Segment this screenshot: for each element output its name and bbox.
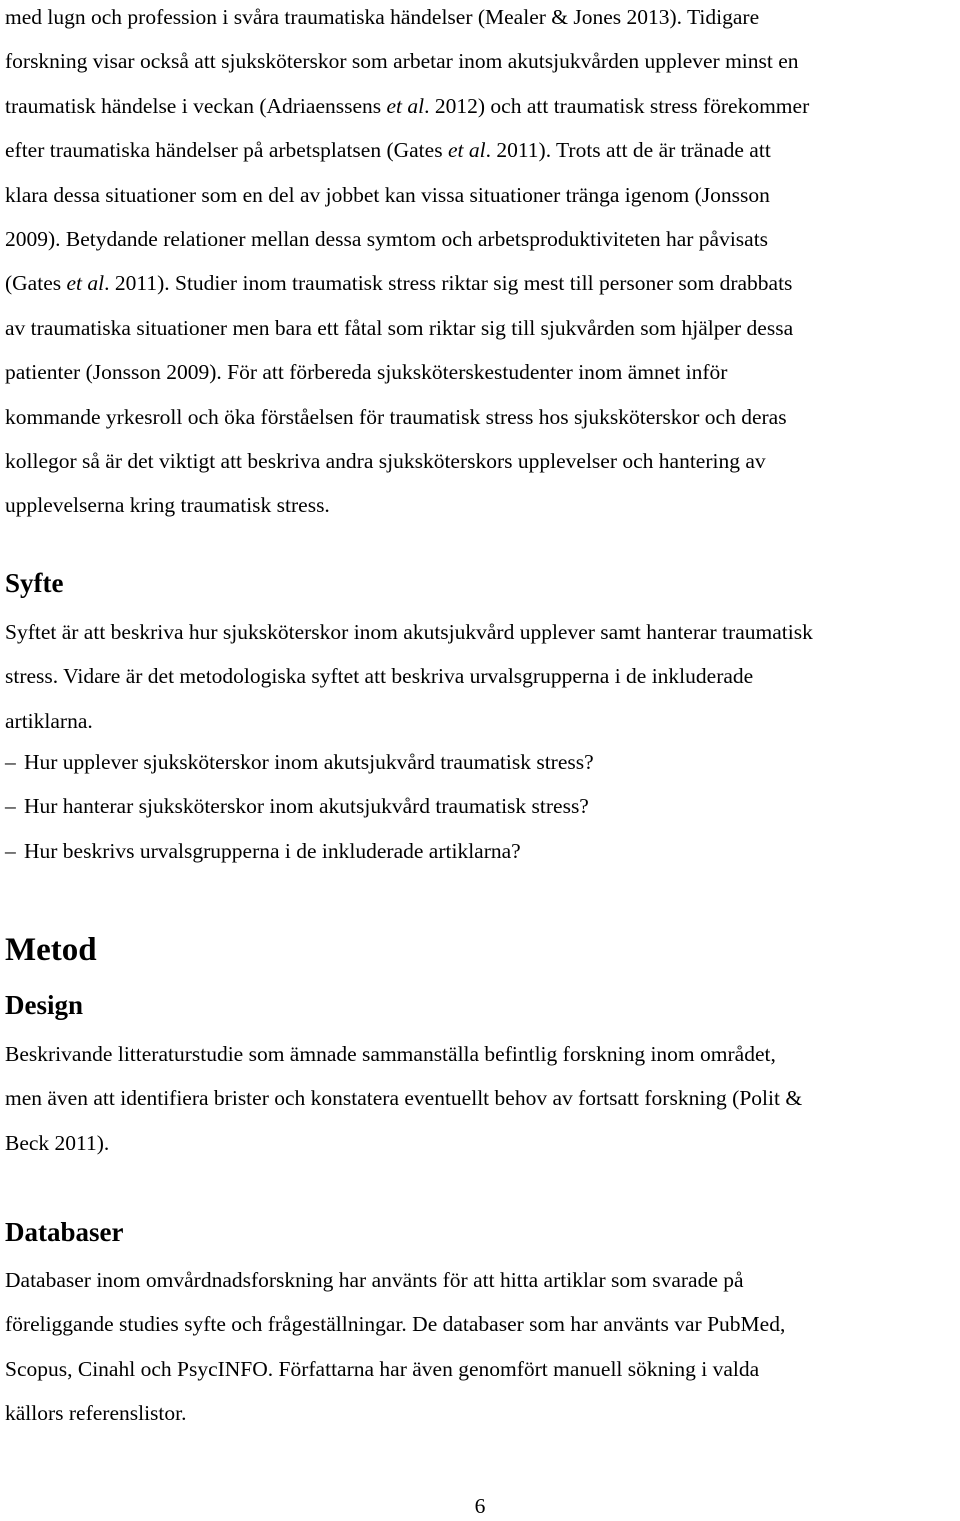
text-line: Databaser inom omvårdnadsforskning har använts för att hitta artiklar som svarade på xyxy=(5,1268,744,1292)
dash-bullet: – xyxy=(5,838,16,863)
research-questions-list xyxy=(5,740,594,873)
italic-citation: et al xyxy=(447,138,486,163)
text-line: efter traumatiska händelser på arbetsplatsen (Gates et al. 2011). Trots att de är tränade att xyxy=(5,138,771,163)
text-line: Syftet är att beskriva hur sjuksköterskor inom akutsjukvård upplever samt hanterar traumatisk xyxy=(5,620,813,644)
italic-citation: et al xyxy=(386,93,425,118)
subsection-heading-design: Design xyxy=(5,990,84,1020)
page-number: 6 xyxy=(474,1494,486,1518)
text-line: källors referenslistor. xyxy=(5,1401,187,1426)
research-question xyxy=(5,784,594,828)
subsection-heading-databaser: Databaser xyxy=(5,1217,124,1247)
text-line: upplevelserna kring traumatisk stress. xyxy=(5,493,330,518)
question-text: Hur upplever sjuksköterskor inom akutsjukvård traumatisk stress? xyxy=(24,750,594,774)
text-line: men även att identifiera brister och konstatera eventuellt behov av fortsatt forskning (Polit & xyxy=(5,1086,803,1111)
text-line: 2009). Betydande relationer mellan dessa symtom och arbetsproduktiviteten har påvisats xyxy=(5,227,769,252)
text-line: kommande yrkesroll och öka förståelsen för traumatisk stress hos sjuksköterskor och deras xyxy=(5,404,787,429)
text-line: artiklarna. xyxy=(5,708,93,733)
text-line: Scopus, Cinahl och PsycINFO. Författarna har även genomfört manuell sökning i valda xyxy=(5,1356,760,1381)
section-heading-metod: Metod xyxy=(5,932,97,968)
text-line: föreliggande studies syfte och frågeställningar. De databaser som har använts var PubMed, xyxy=(5,1312,786,1337)
text-line: traumatisk händelse i veckan (Adriaenssens et al. 2012) och att traumatisk stress förekommer xyxy=(5,93,810,118)
text-line: forskning visar också att sjuksköterskor som arbetar inom akutsjukvården upplever minst en xyxy=(5,49,799,74)
text-line: Beskrivande litteraturstudie som ämnade sammanställa befintlig forskning inom området, xyxy=(5,1042,776,1066)
research-question xyxy=(5,740,594,784)
text-line: patienter (Jonsson 2009). För att förbereda sjuksköterskestudenter inom ämnet inför xyxy=(5,360,728,385)
intro-paragraph xyxy=(5,0,809,528)
text-line: stress. Vidare är det metodologiska syftet att beskriva urvalsgrupperna i de inkluderade xyxy=(5,664,754,689)
text-line: (Gates et al. 2011). Studier inom traumatisk stress riktar sig mest till personer som drabbats xyxy=(5,271,793,296)
dash-bullet: – xyxy=(5,750,16,774)
italic-citation: et al xyxy=(66,271,105,296)
text-line: kollegor så är det viktigt att beskriva andra sjuksköterskors upplevelser och hantering av xyxy=(5,449,766,474)
question-text: Hur beskrivs urvalsgrupperna i de inkluderade artiklarna? xyxy=(24,838,521,863)
syfte-paragraph xyxy=(5,610,813,743)
design-paragraph xyxy=(5,1032,802,1165)
text-line: Beck 2011). xyxy=(5,1130,110,1155)
section-heading-syfte: Syfte xyxy=(5,568,64,598)
databaser-paragraph xyxy=(5,1258,785,1436)
text-line: av traumatiska situationer men bara ett fåtal som riktar sig till sjukvården som hjälper dessa xyxy=(5,315,794,340)
dash-bullet: – xyxy=(5,794,16,819)
text-line: med lugn och profession i svåra traumatiska händelser (Mealer & Jones 2013). Tidigare xyxy=(5,5,760,29)
research-question xyxy=(5,829,594,873)
text-line: klara dessa situationer som en del av jobbet kan vissa situationer tränga igenom (Jonsson xyxy=(5,182,770,207)
question-text: Hur hanterar sjuksköterskor inom akutsjukvård traumatisk stress? xyxy=(24,794,589,819)
